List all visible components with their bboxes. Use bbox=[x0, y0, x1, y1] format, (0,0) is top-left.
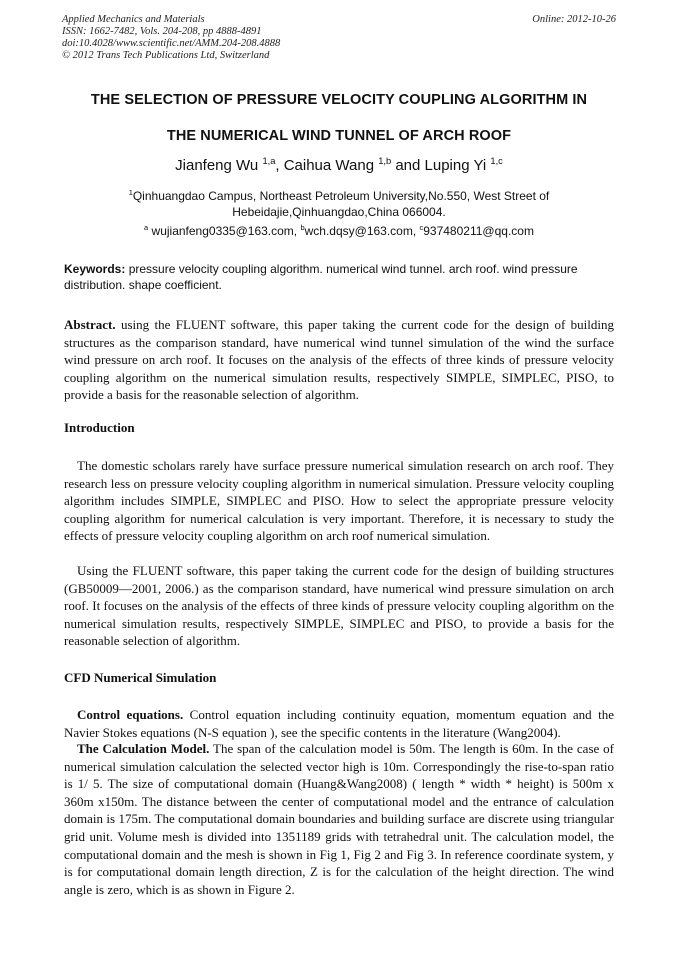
author-1: Jianfeng Wu bbox=[175, 157, 263, 174]
paper-title-line-2: THE NUMERICAL WIND TUNNEL OF ARCH ROOF bbox=[166, 128, 512, 144]
online-date: Online: 2012-10-26 bbox=[532, 14, 616, 25]
page-header bbox=[62, 14, 616, 62]
keywords bbox=[64, 261, 614, 293]
affiliation bbox=[80, 188, 598, 220]
author-list bbox=[0, 157, 678, 174]
abstract-text: using the FLUENT software, this paper taking the current code for the design of building structures as the comparison standard, have numerical wind tunnel simulation of the wind the surface wind pressure on arch roof. It focuses on the analysis of the effects of three kinds of pressure velocity coupling algorithm on the numerical simulation results, respectively SIMPLE, SIMPLEC, PISO, to provide a basis for the reasonable selection of algorithm. bbox=[64, 317, 614, 403]
author-1-affiliation-mark: 1,a bbox=[262, 156, 276, 166]
email-a: wujianfeng0335@163.com, bbox=[148, 224, 301, 238]
copyright-line: © 2012 Trans Tech Publications Ltd, Switzerland bbox=[62, 50, 270, 61]
author-2-affiliation-mark: 1,b bbox=[378, 156, 392, 166]
cfd-heading: CFD Numerical Simulation bbox=[64, 670, 217, 685]
author-emails bbox=[80, 223, 598, 239]
author-2: , Caihua Wang bbox=[275, 157, 379, 174]
journal-name: Applied Mechanics and Materials bbox=[62, 14, 205, 25]
author-3-affiliation-mark: 1,c bbox=[490, 156, 503, 166]
citation-block bbox=[62, 14, 280, 62]
affiliation-number: 1 bbox=[128, 188, 133, 197]
email-c-mark: c bbox=[419, 223, 424, 232]
email-b: wch.dqsy@163.com, bbox=[304, 224, 420, 238]
introduction-heading: Introduction bbox=[64, 420, 135, 435]
issn-line: ISSN: 1662-7482, Vols. 204-208, pp 4888-4891 bbox=[62, 26, 262, 37]
calculation-model-paragraph bbox=[64, 740, 614, 898]
email-c: 937480211@qq.com bbox=[423, 224, 534, 238]
introduction-paragraph-2: Using the FLUENT software, this paper taking the current code for the design of building structures (GB50009—2001, 2006.) as the comparison standard, have numerical wind pressure simulation on arch roof. It focuses on the analysis of the effects of three kinds of pressure velocity coupling algorithm on the numerical simulation results, respectively SIMPLE, SIMPLEC and PISO, to provide a basis for the reasonable selection of algorithm. bbox=[64, 563, 614, 649]
email-a-mark: a bbox=[144, 223, 149, 232]
introduction-paragraph-1: The domestic scholars rarely have surface pressure numerical simulation research on arch roof. They research less on pressure velocity coupling algorithm in numerical simulation. Pressure velocity coupling algorithm includes SIMPLE, SIMPLEC and PISO. How to select the appropriate pressure velocity coupling algorithm for numerical calculation is very important. Therefore, it is necessary to study the effects of pressure velocity coupling algorithm on arch roof numerical simulation. bbox=[64, 458, 614, 544]
control-equations-label: Control equations. bbox=[77, 707, 184, 722]
author-3: and Luping Yi bbox=[391, 157, 491, 174]
affiliation-text: Qinhuangdao Campus, Northeast Petroleum University,No.550, West Street of Hebeidajie,Qinhuangdao,China 066004. bbox=[132, 189, 550, 219]
doi-line: doi:10.4028/www.scientific.net/AMM.204-208.4888 bbox=[62, 38, 281, 49]
control-equations-paragraph bbox=[64, 706, 614, 741]
abstract-label: Abstract. bbox=[64, 317, 116, 332]
abstract bbox=[64, 316, 614, 404]
calculation-model-text: The span of the calculation model is 50m. The length is 60m. In the case of numerical simulation calculation the selected vector high is 10m. Correspondingly the rise-to-span ratio is 1/ 5. The size of computational domain (Huang&Wang2008) ( length * width * height) is 500m x 360m x150m. The distance between the center of computational model and the entrance of calculation domain is 175m. The computational domain boundaries and building surface are discrete using triangular grid unit. Volume mesh is divided into 1351189 grids with tetrahedral unit. The calculation model, the computational domain and the mesh is shown in Fig 1, Fig 2 and Fig 3. In reference coordinate system, y is for computational domain length direction, Z is for the calculation of the height direction. The wind angle is zero, which is as shown in Figure 2. bbox=[64, 741, 614, 897]
calculation-model-label: The Calculation Model. bbox=[77, 741, 210, 756]
paper-title-line-1: THE SELECTION OF PRESSURE VELOCITY COUPLING ALGORITHM IN bbox=[90, 92, 588, 108]
keywords-label: Keywords: bbox=[64, 262, 126, 276]
control-equations-text: Control equation including continuity equation, momentum equation and the Navier Stokes equations (N-S equation ), see the specific contents in the literature (Wang2004). bbox=[64, 707, 614, 740]
email-b-mark: b bbox=[300, 223, 305, 232]
keywords-text: pressure velocity coupling algorithm. numerical wind tunnel. arch roof. wind pressure distribution. shape coefficient. bbox=[64, 262, 578, 292]
